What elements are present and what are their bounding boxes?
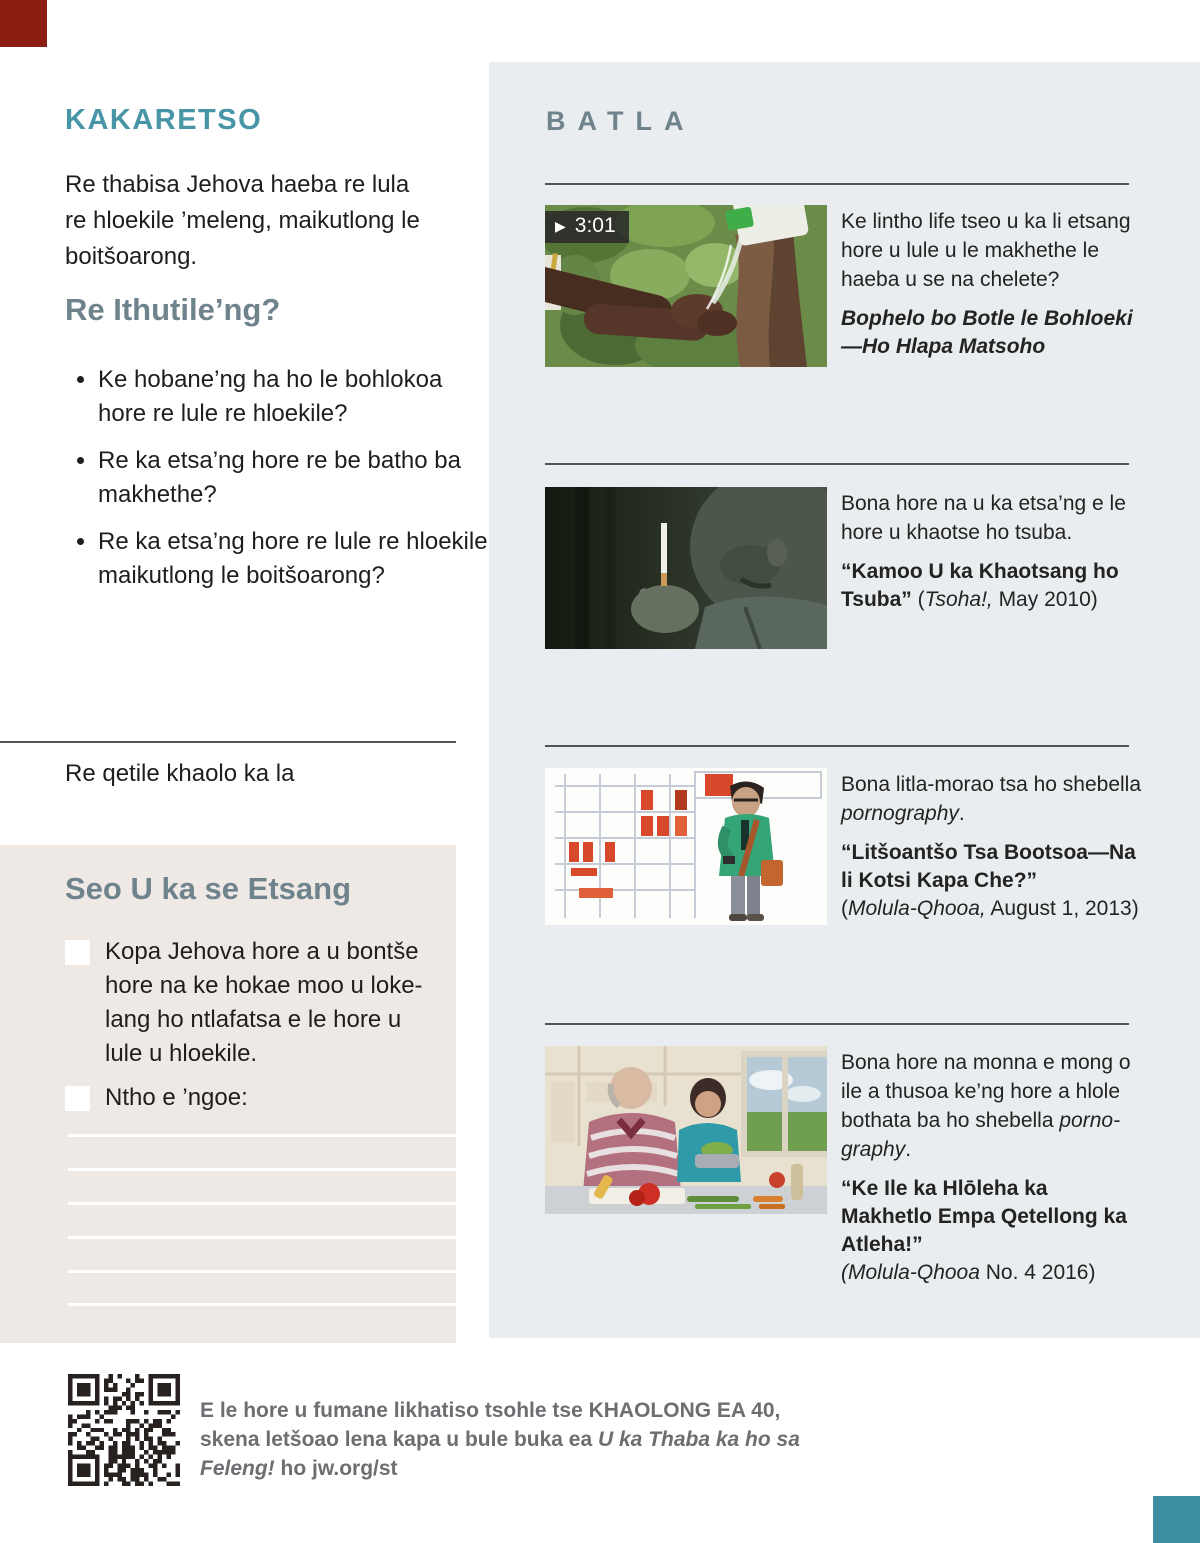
checkbox[interactable] <box>65 1086 90 1111</box>
media-item-text <box>841 1048 1141 1287</box>
review-question: • Re ka etsa’ng hore re be batho ba makhethe? <box>98 444 490 512</box>
item-reference: “Ke Ile ka Hlōleha ka Makhetlo Empa Qetellong ka Atleha!” (Molula-Qhooa No. 4 2016) <box>841 1175 1141 1287</box>
media-item-text <box>841 207 1141 361</box>
writing-line[interactable] <box>68 1270 456 1273</box>
review-question-list <box>68 363 490 606</box>
writing-line[interactable] <box>68 1202 456 1205</box>
man-at-newsstand-illustration <box>545 768 827 925</box>
writing-line[interactable] <box>68 1236 456 1239</box>
couple-cooking-photo <box>545 1046 827 1214</box>
video-duration-badge <box>545 211 629 243</box>
item-reference: “Kamoo U ka Khaotsang ho Tsuba” (Tsoha!, May 2010) <box>841 560 1119 611</box>
qr-code <box>68 1374 180 1486</box>
writing-line[interactable] <box>68 1303 456 1306</box>
review-question: • Re ka etsa’ng hore re lule re hloekile maikutlong le boitšoarong? <box>98 525 490 593</box>
checkbox[interactable] <box>65 940 90 965</box>
cigarette-illustration <box>545 487 827 649</box>
footer-instructions: E le hore u fumane likhatiso tsohle tse KHAOLONG EA 40, skena letšoao lena kapa u bule buka ea U ka Thaba ka ho sa Feleng! ho jw.org/st <box>200 1399 800 1480</box>
qr-code-pattern <box>68 1374 180 1486</box>
writing-line[interactable] <box>68 1134 456 1137</box>
overview-heading: KAKARETSO <box>65 104 263 136</box>
item-divider <box>545 1023 1129 1025</box>
action-item-label: Ntho e ’ngoe: <box>105 1084 248 1111</box>
item-divider <box>545 183 1129 185</box>
video-duration: 3:01 <box>574 214 616 237</box>
newsstand-illustration <box>545 768 827 925</box>
action-item <box>65 1081 425 1115</box>
action-item <box>65 935 425 1071</box>
item-description: Bona hore na monna e mong o ile a thusoa ke’ng hore a hlole bothata ba ho shebella pornography. <box>841 1051 1131 1161</box>
review-heading: Re Ithutile’ng? <box>65 292 281 327</box>
item-description: Ke lintho life tseo u ka li etsang hore u lule u le makhethe le haeba u se na chelete? <box>841 210 1131 291</box>
divider-rule <box>0 741 456 743</box>
media-item-text <box>841 489 1141 614</box>
action-item-label: Kopa Jehova hore a u bontše hore na ke hokae moo u lokelang ho ntlafatsa e le hore u lule u hloekile. <box>105 938 423 1067</box>
kitchen-illustration <box>545 1046 827 1214</box>
section-color-marker-bottom-right <box>1153 1496 1200 1543</box>
review-question: • Ke hobane’ng ha ho le bohlokoa hore re lule re hloekile? <box>98 363 490 431</box>
item-source: (Molula-Qhooa, August 1, 2013) <box>841 897 1139 920</box>
item-divider <box>545 745 1129 747</box>
section-color-marker-top-left <box>0 0 47 47</box>
item-description: Bona litla-morao tsa ho shebella pornography. <box>841 773 1142 825</box>
chapter-completed-label: Re qetile khaolo ka la <box>65 760 295 787</box>
action-box-heading: Seo U ka se Etsang <box>65 871 352 906</box>
play-icon: ▶ <box>555 218 566 234</box>
overview-paragraph: Re thabisa Jehova haeba re lula re hloekile ’meleng, maikutlong le boitšoarong. <box>65 171 420 270</box>
man-with-cigarette-photo <box>545 487 827 649</box>
item-divider <box>545 463 1129 465</box>
item-reference: Bophelo bo Botle le Bohloeki —Ho Hlapa Matsoho <box>841 307 1133 358</box>
action-box <box>0 845 456 1343</box>
item-reference: “Litšoantšo Tsa Bootsoa—Na li Kotsi Kapa Che?” (Molula-Qhooa, August 1, 2013) <box>841 839 1141 923</box>
dig-deeper-panel <box>489 62 1200 1338</box>
writing-line[interactable] <box>68 1168 456 1171</box>
media-item-text <box>841 770 1141 923</box>
item-source: (Molula-Qhooa No. 4 2016) <box>841 1261 1096 1284</box>
panel-heading: BATLA <box>546 106 696 136</box>
item-description: Bona hore na u ka etsa’ng e le hore u khaotse ho tsuba. <box>841 492 1126 544</box>
